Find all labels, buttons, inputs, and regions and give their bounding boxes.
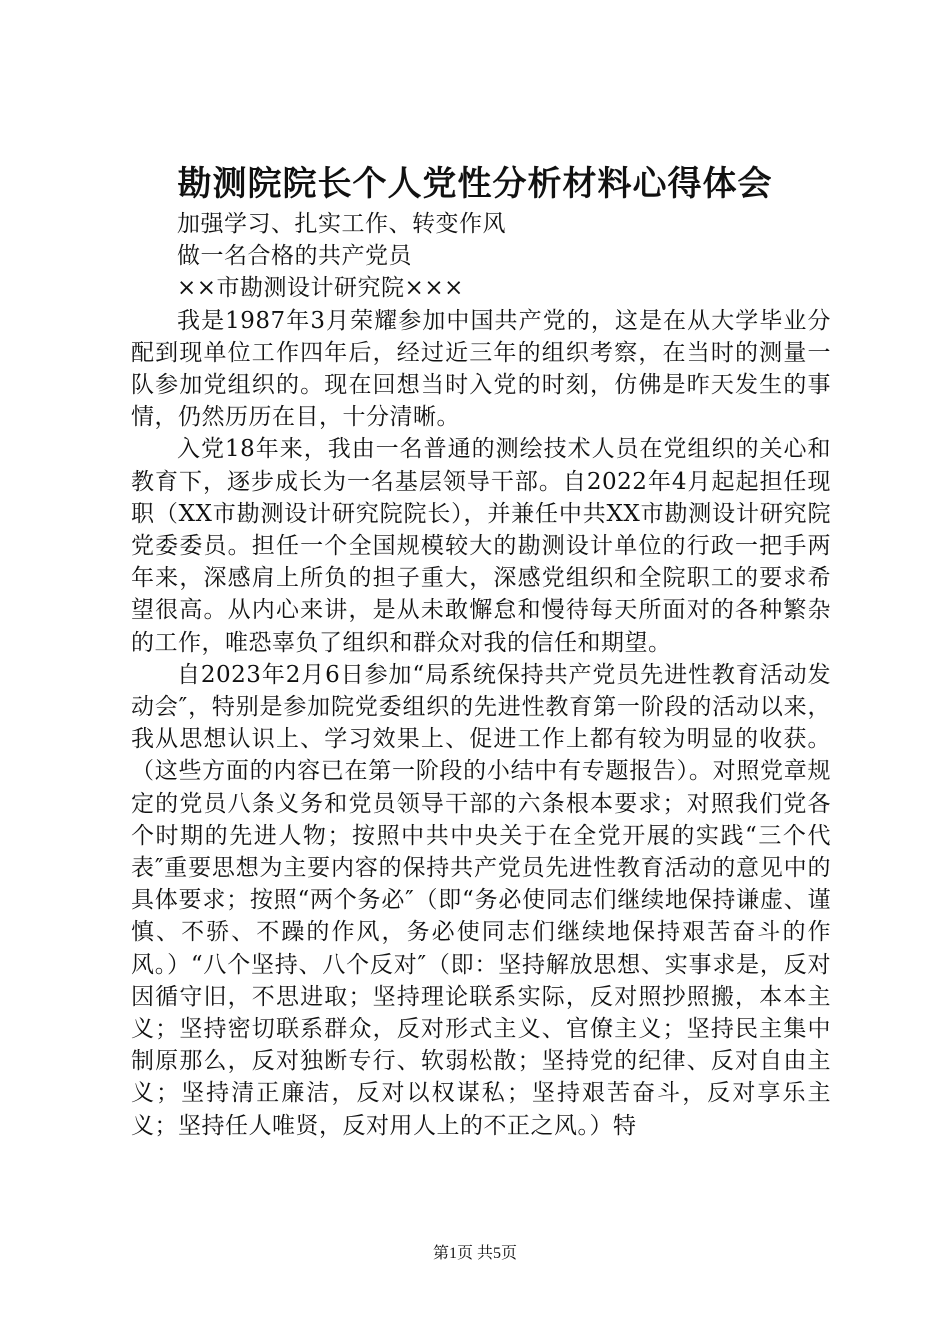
subtitle-line-1: 加强学习、扎实工作、转变作风 xyxy=(177,211,506,237)
subtitle-line-2: 做一名合格的共产党员 xyxy=(177,243,412,270)
document-body xyxy=(131,208,831,1142)
paragraph-2: 入党18年来，我由一名普通的测绘技术人员在党组织的关心和教育下，逐步成长为一名基层领导干部。自2022年4月起起担任现职（XX市勘测设计研究院院长），并兼任中共XX市勘测设计研究院党委委员。担任一个全国规模较大的勘测设计单位的行政一把手两年来，深感肩上所负的担子重大，深感党组织和全院职工的要求希望很高。从内心来讲，是从未敢懈怠和慢待每天所面对的各种繁杂的工作，唯恐辜负了组织和群众对我的信任和期望。 xyxy=(131,436,831,656)
document-title: 勘测院院长个人党性分析材料心得体会 xyxy=(177,164,773,204)
author-line: ××市勘测设计研究院××× xyxy=(177,275,464,302)
paragraph-3: 自2023年2月6日参加“局系统保持共产党员先进性教育活动发动会″，特别是参加院党委组织的先进性教育第一阶段的活动以来，我从思想认识上、学习效果上、促进工作上都有较为明显的收获。（这些方面的内容已在第一阶段的小结中有专题报告）。对照党章规定的党员八条义务和党员领导干部的六条根本要求；对照我们党各个时期的先进人物；按照中共中央关于在全党开展的实践“三个代表″重要思想为主要内容的保持共产党员先进性教育活动的意见中的具体要求；按照“两个务必″（即“务必使同志们继续地保持谦虚、谨慎、不骄、不躁的作风，务必使同志们继续地保持艰苦奋斗的作风。）“八个坚持、八个反对″（即：坚持解放思想、实事求是，反对因循守旧，不思进取；坚持理论联系实际，反对照抄照搬，本本主义；坚持密切联系群众，反对形式主义、官僚主义；坚持民主集中制原那么，反对独断专行、软弱松散；坚持党的纪律、反对自由主义；坚持清正廉洁，反对以权谋私；坚持艰苦奋斗，反对享乐主义；坚持任人唯贤，反对用人上的不正之风。）特 xyxy=(131,661,831,1139)
page-footer: 第1页 共5页 xyxy=(432,1245,517,1262)
paragraph-1: 我是1987年3月荣耀参加中国共产党的，这是在从大学毕业分配到现单位工作四年后，经过近三年的组织考察，在当时的测量一队参加党组织的。现在回想当时入党的时刻，仿佛是昨天发生的事情，仍然历历在目，十分清晰。 xyxy=(131,307,831,431)
